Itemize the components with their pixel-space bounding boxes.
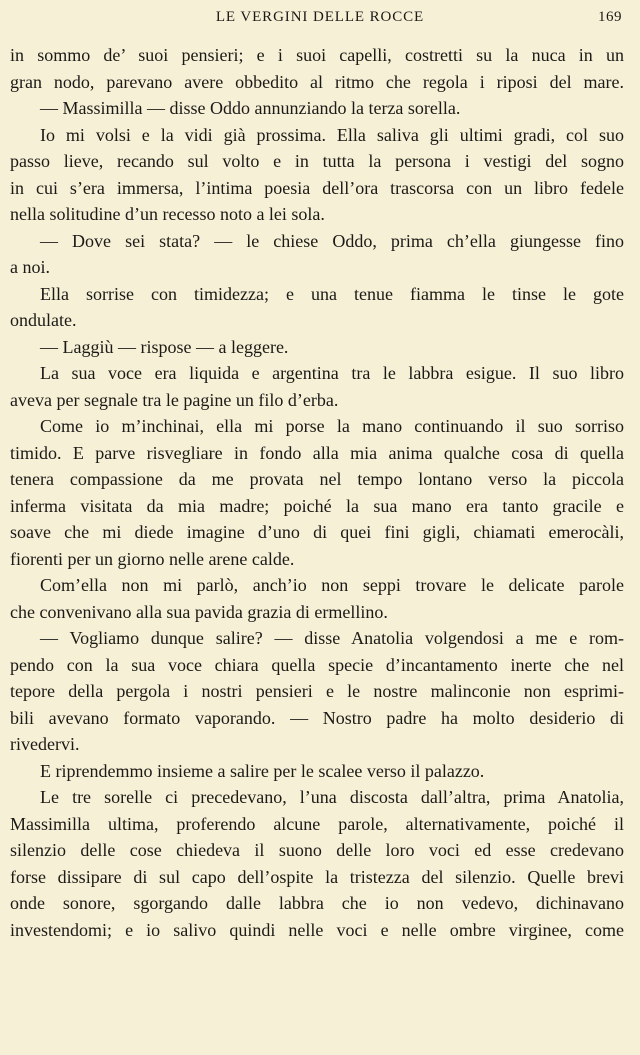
text-line: Ella sorrise con timidezza; e una tenue fiamma le tinse le gote	[40, 283, 624, 304]
text-line: nella solitudine d’un recesso noto a lei sola.	[10, 204, 325, 224]
text-line: — Dove sei stata? — le chiese Oddo, prima ch’ella giungesse fino	[40, 230, 624, 251]
text-line: soave che mi diede imagine d’uno di quei fini gigli, chiamati emerocàli,	[10, 522, 624, 542]
text-line: — Vogliamo dunque salire? — disse Anatolia volgendosi a me e rom-	[40, 628, 624, 648]
text-line: silenzio delle cose chiedeva il suono delle loro voci ed esse credevano	[10, 840, 624, 860]
text-line: Massimilla ultima, proferendo alcune parole, alternativamente, poiché il	[10, 813, 624, 834]
running-title: LE VERGINI DELLE ROCCE	[215, 9, 425, 25]
text-line: in sommo de’ suoi pensieri; e i suoi capelli, costretti su la nuca in un	[10, 45, 624, 65]
text-line: tenera compassione da me provata nel tempo lontano verso la piccola	[10, 469, 624, 489]
text-line: onde sonore, sgorgando dalle labbra che io non vedevo, dichinavano	[10, 893, 624, 913]
text-line: tepore della pergola i nostri pensieri e le nostre malinconie non esprimi-	[10, 681, 624, 701]
text-line: La sua voce era liquida e argentina tra le labbra esigue. Il suo libro	[40, 363, 624, 383]
page-number: 169	[598, 9, 622, 25]
text-line: a noi.	[10, 257, 50, 277]
text-line: Come io m’inchinai, ella mi porse la mano continuando il suo sorriso	[40, 416, 624, 436]
text-body	[10, 42, 624, 943]
text-line: E riprendemmo insieme a salire per le scalee verso il palazzo.	[40, 760, 485, 781]
text-line: — Massimilla — disse Oddo annunziando la terza sorella.	[40, 98, 461, 118]
text-line: aveva per segnale tra le pagine un filo d’erba.	[10, 389, 339, 410]
text-line: fiorenti per un giorno nelle arene calde.	[10, 548, 295, 569]
text-line: bili avevano formato vaporando. — Nostro padre ha molto desiderio di	[10, 707, 624, 728]
text-line: ondulate.	[10, 310, 77, 330]
text-line: — Laggiù — rispose — a leggere.	[40, 336, 289, 357]
text-line: che convenivano alla sua pavida grazia di ermellino.	[10, 601, 388, 622]
text-line: in cui s’era immersa, l’intima poesia dell’ora trascorsa con un libro fedele	[10, 177, 624, 198]
running-head	[0, 9, 640, 33]
text-line: Com’ella non mi parlò, anch’io non seppi trovare le delicate parole	[40, 575, 624, 595]
text-line: forse dissipare di sul capo dell’ospite la tristezza del silenzio. Quelle brevi	[10, 866, 624, 887]
text-line: Le tre sorelle ci precedevano, l’una discosta dall’altra, prima Anatolia,	[40, 787, 624, 807]
text-line: timido. E parve risvegliare in fondo alla mia anima qualche cosa di quella	[10, 442, 624, 463]
text-line: Io mi volsi e la vidi già prossima. Ella saliva gli ultimi gradi, col suo	[40, 124, 624, 145]
text-line: passo lieve, recando sul volto e in tutta la persona i vestigi del sogno	[10, 151, 624, 171]
text-line: inferma visitata da mia madre; poiché la sua mano era tanto gracile e	[10, 495, 624, 516]
text-line: investendomi; e io salivo quindi nelle voci e nelle ombre virginee, come	[10, 919, 624, 940]
text-line: rivedervi.	[10, 734, 80, 754]
text-line: pendo con la sua voce chiara quella specie d’incantamento inerte che nel	[10, 654, 624, 675]
text-line: gran nodo, parevano avere obbedito al ritmo che regola i riposi del mare.	[10, 71, 624, 92]
